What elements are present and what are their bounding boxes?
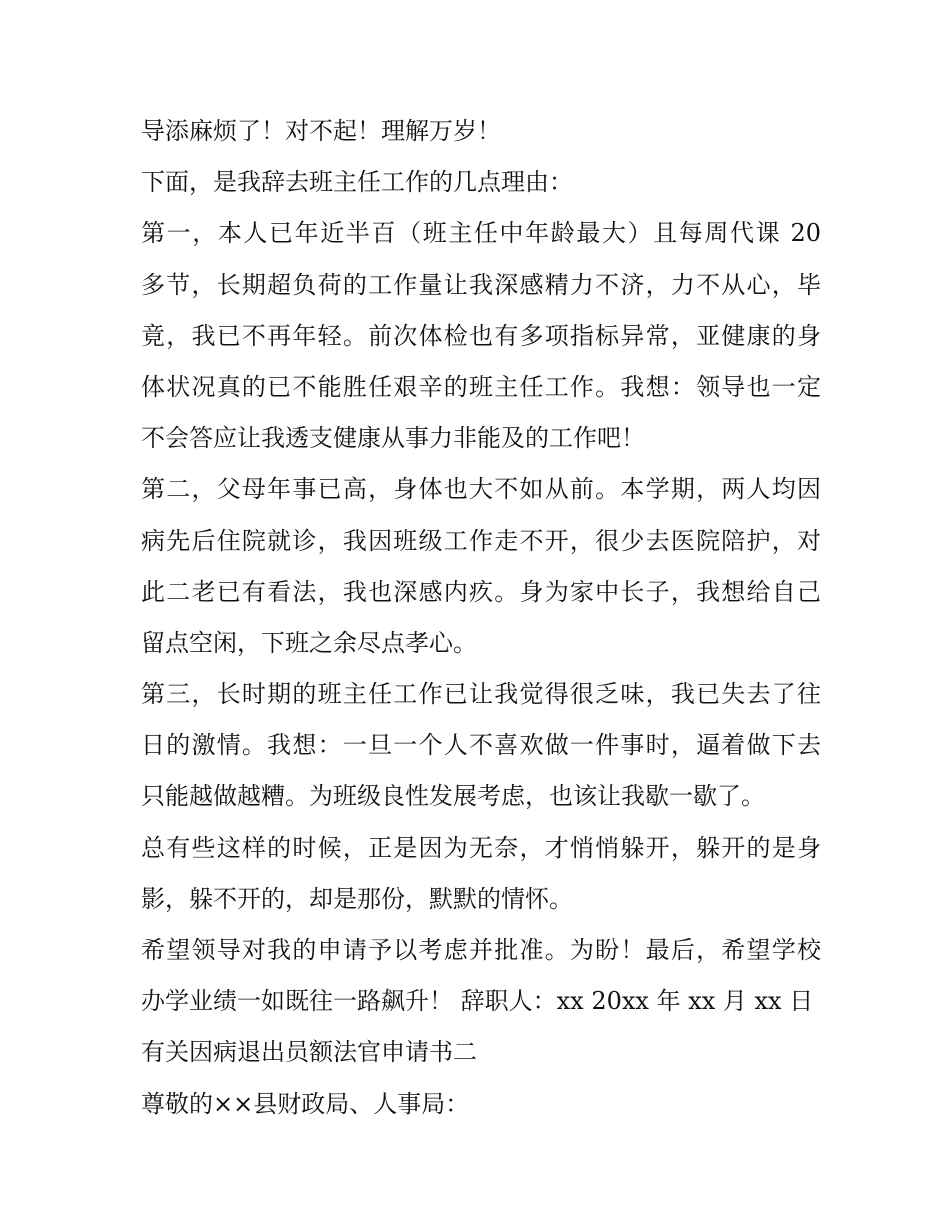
text-line: 影，躲不开的，却是那份，默默的情怀。 [141, 884, 573, 913]
text-line: 希望领导对我的申请予以考虑并批准。为盼！最后，希望学校 [141, 936, 821, 964]
text-line: 病先后住院就诊，我因班级工作走不开，很少去医院陪护，对 [141, 526, 821, 555]
text-line: 竟，我已不再年轻。前次体检也有多项指标异常，亚健康的身 [141, 321, 821, 350]
text-line: 只能越做越糟。为班级良性发展考虑，也该让我歇一歇了。 [141, 782, 765, 811]
text-line: 第三，长时期的班主任工作已让我觉得很乏味，我已失去了往 [141, 680, 821, 709]
text-line: 导添麻烦了！对不起！理解万岁！ [141, 117, 501, 145]
text-line: 多节，长期超负荷的工作量让我深感精力不济，力不从心，毕 [141, 270, 821, 299]
text-line: 体状况真的已不能胜任艰辛的班主任工作。我想：领导也一定 [141, 372, 821, 401]
text-line: 办学业绩一如既往一路飙升！ 辞职人：xx 20xx 年 xx 月 xx 日 [141, 987, 814, 1016]
document-body [141, 106, 821, 1130]
text-line: 此二老已有看法，我也深感内疚。身为家中长子，我想给自己 [141, 577, 821, 606]
text-line: 不会答应让我透支健康从事力非能及的工作吧！ [141, 424, 645, 453]
salutation: 尊敬的××县财政局、人事局： [141, 1089, 470, 1118]
text-line: 第二，父母年事已高，身体也大不如从前。本学期，两人均因 [141, 475, 821, 504]
text-line: 总有些这样的时候，正是因为无奈，才悄悄躲开，躲开的是身 [141, 833, 821, 862]
section-title: 有关因病退出员额法官申请书二 [141, 1038, 477, 1067]
text-line: 留点空闲，下班之余尽点孝心。 [141, 628, 477, 657]
text-line: 第一，本人已年近半百（班主任中年龄最大）且每周代课 20 [141, 219, 821, 248]
text-line: 下面，是我辞去班主任工作的几点理由： [141, 168, 573, 197]
text-line: 日的激情。我想：一旦一个人不喜欢做一件事时，逼着做下去 [141, 731, 821, 760]
